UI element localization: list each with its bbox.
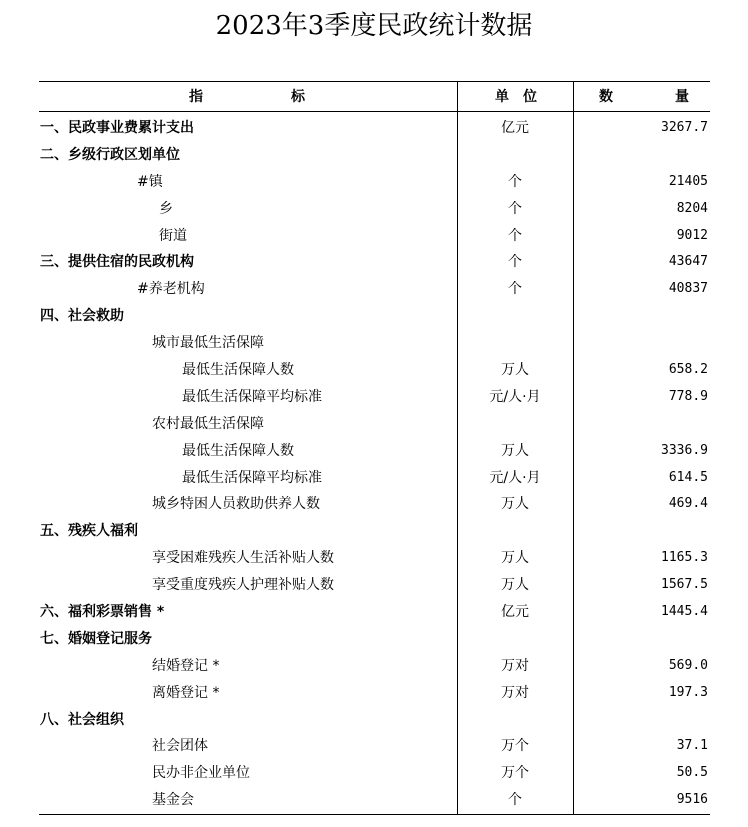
indicator-name: 最低生活保障平均标准 xyxy=(182,388,322,405)
value-cell: 197.3 xyxy=(668,684,708,700)
header-unit-char2: 位 xyxy=(523,89,537,105)
table-row xyxy=(39,330,710,357)
indicator-name: 六、福利彩票销售 * xyxy=(40,604,165,621)
value-cell: 3336.9 xyxy=(661,442,708,458)
table-row xyxy=(39,680,710,707)
statistics-table xyxy=(39,81,710,815)
indicator-name: 乡 xyxy=(159,200,173,217)
unit-cell: 个 xyxy=(508,173,522,190)
header-value-char2: 量 xyxy=(675,89,689,105)
value-cell: 1445.4 xyxy=(661,604,708,620)
indicator-name: 五、残疾人福利 xyxy=(40,523,138,540)
value-cell: 40837 xyxy=(668,281,708,297)
indicator-name: #养老机构 xyxy=(137,281,205,298)
table-row xyxy=(39,142,710,169)
table-row xyxy=(39,276,710,303)
indicator-name: 最低生活保障人数 xyxy=(182,442,294,459)
value-cell: 9012 xyxy=(676,227,708,243)
table-row xyxy=(39,115,710,142)
header-indicator-char2: 标 xyxy=(291,89,305,105)
indicator-name: 一、民政事业费累计支出 xyxy=(40,120,194,136)
table-row xyxy=(39,518,710,545)
indicator-name: 农村最低生活保障 xyxy=(152,415,264,432)
unit-cell: 万对 xyxy=(501,657,529,674)
table-row xyxy=(39,707,710,734)
indicator-name: 结婚登记 * xyxy=(152,657,220,674)
indicator-name: 最低生活保障人数 xyxy=(182,362,294,379)
table-header xyxy=(39,82,710,112)
value-cell: 1165.3 xyxy=(661,550,708,566)
table-row xyxy=(39,357,710,384)
value-cell: 1567.5 xyxy=(661,577,708,593)
unit-cell: 亿元 xyxy=(501,604,529,621)
unit-cell: 万人 xyxy=(501,362,529,379)
value-cell: 469.4 xyxy=(668,496,708,512)
header-indicator-char1: 指 xyxy=(189,89,203,105)
table-row xyxy=(39,545,710,572)
table-body xyxy=(39,112,710,814)
indicator-name: #镇 xyxy=(137,173,163,190)
header-value-char1: 数 xyxy=(599,89,613,105)
indicator-name: 城市最低生活保障 xyxy=(152,335,264,352)
table-row xyxy=(39,626,710,653)
unit-cell: 元/人·月 xyxy=(489,469,541,486)
indicator-name: 四、社会救助 xyxy=(40,308,124,325)
value-cell: 614.5 xyxy=(668,469,708,485)
unit-cell: 万个 xyxy=(501,765,529,782)
unit-cell: 万对 xyxy=(501,684,529,701)
indicator-name: 社会团体 xyxy=(152,738,208,755)
indicator-name: 民办非企业单位 xyxy=(152,765,250,782)
indicator-name: 最低生活保障平均标准 xyxy=(182,469,322,486)
table-row xyxy=(39,465,710,492)
unit-cell: 元/人·月 xyxy=(489,388,541,405)
table-row xyxy=(39,599,710,626)
table-row xyxy=(39,169,710,196)
table-row xyxy=(39,733,710,760)
indicator-name: 三、提供住宿的民政机构 xyxy=(40,254,194,271)
unit-cell: 亿元 xyxy=(501,120,529,136)
table-row xyxy=(39,384,710,411)
unit-cell: 万人 xyxy=(501,550,529,567)
unit-cell: 个 xyxy=(508,200,522,217)
value-cell: 43647 xyxy=(668,254,708,270)
table-row xyxy=(39,411,710,438)
value-cell: 50.5 xyxy=(676,765,708,781)
unit-cell: 个 xyxy=(508,792,522,809)
indicator-name: 城乡特困人员救助供养人数 xyxy=(152,496,320,513)
unit-cell: 个 xyxy=(508,227,522,244)
value-cell: 658.2 xyxy=(668,362,708,378)
table-row xyxy=(39,760,710,787)
indicator-name: 七、婚姻登记服务 xyxy=(40,630,152,647)
unit-cell: 万人 xyxy=(501,496,529,513)
page-title: 2023年3季度民政统计数据 xyxy=(215,11,533,41)
unit-cell: 万人 xyxy=(501,577,529,594)
indicator-name: 二、乡级行政区划单位 xyxy=(40,146,180,163)
indicator-name: 街道 xyxy=(159,227,187,244)
value-cell: 3267.7 xyxy=(661,120,708,135)
unit-cell: 个 xyxy=(508,281,522,298)
table-row xyxy=(39,249,710,276)
indicator-name: 离婚登记 * xyxy=(152,684,220,701)
table-row xyxy=(39,572,710,599)
unit-cell: 万个 xyxy=(501,738,529,755)
header-unit-char1: 单 xyxy=(495,89,509,105)
indicator-name: 享受困难残疾人生活补贴人数 xyxy=(152,550,334,567)
unit-cell: 个 xyxy=(508,254,522,271)
value-cell: 21405 xyxy=(668,173,708,189)
indicator-name: 八、社会组织 xyxy=(40,711,124,728)
table-row xyxy=(39,303,710,330)
indicator-name: 享受重度残疾人护理补贴人数 xyxy=(152,577,334,594)
table-row xyxy=(39,196,710,223)
value-cell: 569.0 xyxy=(668,657,708,673)
value-cell: 9516 xyxy=(676,792,708,808)
table-row xyxy=(39,653,710,680)
table-row xyxy=(39,438,710,465)
table-row xyxy=(39,223,710,250)
value-cell: 37.1 xyxy=(676,738,708,754)
indicator-name: 基金会 xyxy=(152,792,194,809)
table-row xyxy=(39,491,710,518)
value-cell: 8204 xyxy=(676,200,708,216)
unit-cell: 万人 xyxy=(501,442,529,459)
table-row xyxy=(39,787,710,814)
value-cell: 778.9 xyxy=(668,388,708,404)
